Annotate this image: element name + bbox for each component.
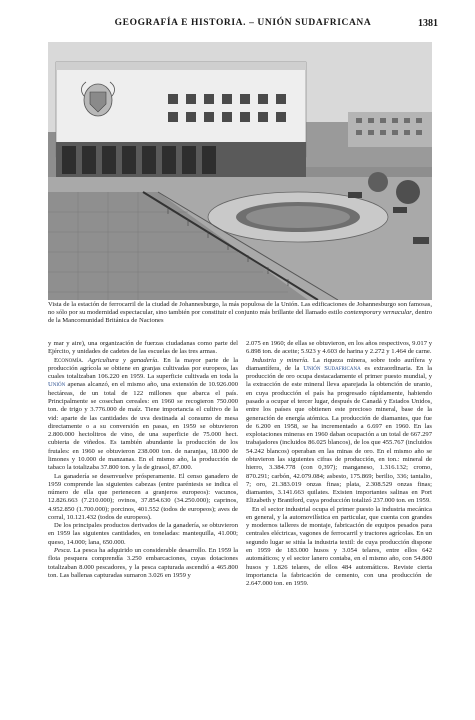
paragraph-pesca <box>48 547 238 580</box>
page-header <box>48 18 438 32</box>
paragraph-text: es extraordinaria. En la producción de oro ocupa destacadamente el primer puesto mundial, y la extracción de este mineral lleva aparejada la obtención de uranio, en cuya producción el país ha progresado rápidamente, habiendo pasado a ocupar el tercer lugar, después de Canadá y Estados Unidos, entre los países que obtienen este precioso mineral, base de la generación de energía atómica. La producción de diamantes, que fue de 6.200 en 1958, se ha incrementado a 6.697 en 1960. En las explotaciones mineras en 1960 daban ocupación a un total de 667.297 trabajadores (incluidos 86.025 blancos), de los que 455.767 (incluidos 54.242 blancos) operaban en las minas de oro. En el mismo año se obtuvieron las siguientes cifras de producción, en ton.: mineral de hierro, 3.384.778 (con 0,397); manganeso, 1.316.132; cromo, 870.291; carbón, 42.079.084; asbesto, 175.869; berilio, 336; tantalio, 7; oro, 21.383.019 onzas finas; plata, 2.308.529 onzas finas; diamantes, 3.141.663 quilates. Existen importantes salinas en Port Elizabeth y Brantford, cuya producción totalizó 237.000 ton. en 1959. <box>246 364 432 505</box>
paragraph-text: La pesca ha adquirido un considerable desarrollo. En 1959 la flota pesquera comprendía 3.250 embarcaciones, cuyas dotaciones totalizaban 8.000 pescadores, y la pesca capturada ascendió a 465.800 ton. Las ballenas capturadas sumaron 3.026 en 1959 y <box>48 547 238 579</box>
left-column <box>48 340 238 580</box>
cross-reference-link[interactable]: Unión <box>48 381 66 389</box>
caption-text: Vista de la estación de ferrocarril de la ciudad de Johannesburgo, la más populosa de la Unión. Las edificaciones de Johannesburgo son famosas, no sólo por su modernidad espectacular, sino también por constituir el conjunto más brillante del llamado estilo <box>48 301 432 317</box>
station-photograph <box>48 42 432 300</box>
caption-text-end: , dentro de la Mancomunidad Británica de Naciones <box>48 309 432 325</box>
right-column <box>246 340 432 588</box>
paragraph: La ganadería se desenvuelve prósperamente. El censo ganadero de 1959 comprende las siguientes cabezas (entre paréntesis se indica el número de ella que pertenecen a granjeros europeos): vacunos, 12.826.663 (7.210.000); ovinos, 37.854.630 (34.250.000); caprinos, 4.952.850 (1.700.000); porcinos, 401.552 (todos de europeos); aves de corral, 10.121.432 (todos de europeos). <box>48 472 238 521</box>
paragraph-industria <box>246 357 432 506</box>
section-heading: Economía. <box>54 356 88 364</box>
caption-italic: contemporary vernacular <box>344 309 412 317</box>
cross-reference-link[interactable]: Unión Sudafricana <box>303 364 361 372</box>
paragraph-text: apenas alcanzó, en el mismo año, una extensión de 10.926.000 hectáreas, de un total de 122 millones que abarca el país. Principalmente se cosechan cereales: en 1960 se recogieron 750.000 ton. de trigo y 3.776.000 de maíz. Tiene importancia el cultivo de la vid: aparte de las cantidades de uva destinada al consumo de mesa directamente o a su conversión en pasas, en 1959 se obtuvieron 2.800.000 hectolitros de vino, de una superficie de 75.000 hect. cubierta de viñedos. Es también abundante la producción de los frutales: en 1960 se obtuvieron 238.000 ton. de naranjas, 18.000 de limones y 10.000 de manzanas. En el mismo año, la producción de tabaco la totalizaba 37.800 ton. y la de girasol, 87.000. <box>48 381 238 472</box>
paragraph: De los principales productos derivados de la ganadería, se obtuvieron en 1959 las siguientes cantidades, en toneladas: mantequilla, 41.000; queso, 14.000; lana, 650.000. <box>48 522 238 546</box>
paragraph: y mar y aire), una organización de fuerzas ciudadanas como parte del Ejército, y unidades de cadetes de las escuelas de las tres armas. <box>48 340 238 356</box>
photo-caption <box>48 301 432 326</box>
paragraph: En el sector industrial ocupa el primer puesto la industria mecánica en general, y la automovilística en particular, que cuenta con grandes y modernos talleres de montaje, fabricación de equipos pesados para centrales eléctricas, vagones de ferrocarril y tractores agrícolas. En un segundo lugar se sitúa la industria textil: de cuya producción dispone en 1959 de 183.000 husos y 3.054 telares, entre ellos 642 automáticos; y el sector lanero contaba, en el mismo año, con 54.800 husos y 1.826 telares, de ellos 484 automáticos. Reviste cierta importancia la fabricación de cemento, con una producción de 2.647.000 ton. en 1959. <box>246 505 432 588</box>
subsection-heading: Agricultura y ganadería. <box>87 356 159 364</box>
paragraph: 2.075 en 1960; de ellas se obtuvieron, en los años respectivos, 9.017 y 6.898 ton. de aceite; 5.923 y 4.603 de harina y 2.272 y 1.464 de carne. <box>246 340 432 356</box>
paragraph-text: En la mayor parte de la producción agrícola se obtiene en granjas cultivadas por europeos, las cuales totalizaban 106.220 en 1959. La superficie cultivada en toda la <box>48 356 238 381</box>
running-title: GEOGRAFÍA E HISTORIA. – UNIÓN SUDAFRICANA <box>114 18 372 28</box>
paragraph-economia <box>48 357 238 473</box>
paragraph-text: La riqueza minera, sobre todo aurífera y diamantífera, de la <box>246 356 432 372</box>
page-number: 1381 <box>418 18 438 29</box>
subsection-heading: Industria y minería. <box>252 356 309 364</box>
subsection-heading: Pesca. <box>54 547 72 555</box>
